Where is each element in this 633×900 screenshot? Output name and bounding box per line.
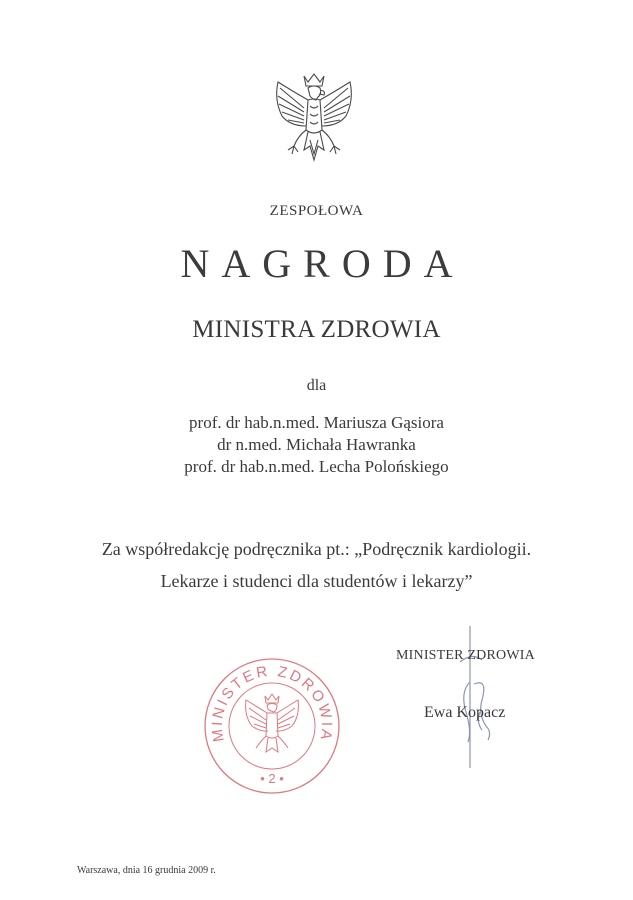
handwritten-signature-icon: [430, 622, 520, 772]
seal-number: 2: [268, 771, 276, 786]
ministry-seal-icon: [202, 656, 342, 796]
svg-text:• 2 •: • 2 •: [260, 771, 284, 786]
recipients-list: [0, 412, 633, 478]
award-reason: [0, 533, 633, 597]
seal-text: MINISTER ZDROWIA: [208, 662, 336, 744]
recipient-name: dr n.med. Michała Hawranka: [217, 435, 416, 454]
for-label: dla: [306, 377, 327, 394]
signatory-name: Ewa Kopacz: [424, 704, 506, 721]
signatory-title: MINISTER ZDROWIA: [396, 648, 535, 663]
eagle-emblem-icon: [264, 70, 364, 174]
reason-line: Lekarze i studenci dla studentów i lekarzy”: [160, 571, 473, 591]
place-and-date: Warszawa, dnia 16 grudnia 2009 r.: [77, 865, 216, 876]
heading-small: ZESPOŁOWA: [269, 203, 364, 219]
reason-line: Za współredakcję podręcznika pt.: „Podręcznik kardiologii.: [101, 539, 532, 559]
heading-sub: MINISTRA ZDROWIA: [192, 316, 441, 343]
heading-large: NAGRODA: [180, 241, 465, 286]
recipient-name: prof. dr hab.n.med. Lecha Polońskiego: [184, 457, 449, 476]
recipient-name: prof. dr hab.n.med. Mariusza Gąsiora: [189, 413, 444, 432]
